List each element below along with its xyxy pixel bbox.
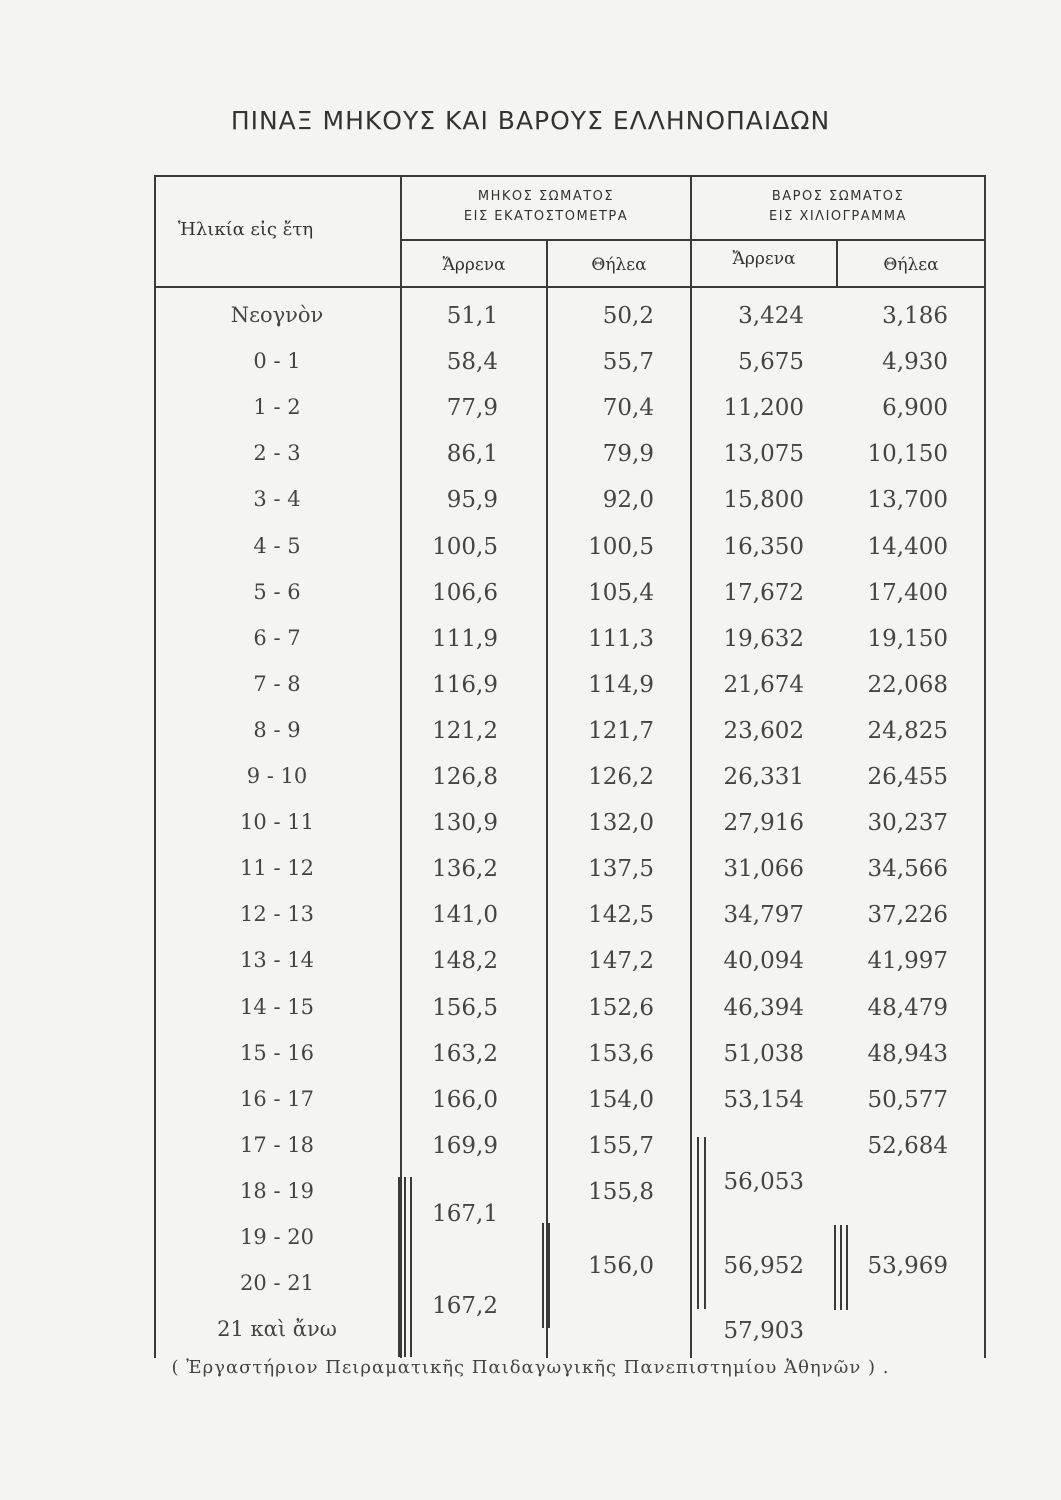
cell-w-f: 4,930 [882, 349, 948, 376]
page-title: ΠΙΝΑΞ ΜΗΚΟΥΣ ΚΑΙ ΒΑΡΟΥΣ ΕΛΛΗΝΟΠΑΙΔΩΝ [230, 106, 831, 135]
cell-len-f: 55,7 [602, 349, 654, 376]
length-female-header: Θήλεα [591, 255, 647, 275]
source-footer: ( Ἐργαστήριον Πειραματικῆς Παιδαγωγικῆς Πανεπιστημίου Ἀθηνῶν ) . [171, 1357, 890, 1378]
cell-len-m: 141,0 [432, 902, 498, 929]
length-male-header: Ἄρρενα [442, 255, 506, 275]
cell-len-f: 121,7 [588, 717, 654, 744]
cell-len-m: 130,9 [432, 810, 498, 837]
grouped-w-m-21-up: 57,903 [723, 1318, 804, 1344]
cell-len-f: 155,7 [588, 1132, 654, 1159]
cell-age: 13 - 14 [240, 948, 314, 973]
length-header-line2: ΕΙΣ ΕΚΑΤΟΣΤΟΜΕΤΡΑ [463, 209, 629, 224]
cell-w-f: 48,943 [867, 1040, 948, 1067]
cell-w-m: 26,331 [723, 764, 804, 790]
cell-len-f: 137,5 [588, 856, 654, 883]
grouped-w-m-17-19: 56,053 [723, 1169, 804, 1195]
cell-len-m: 169,9 [432, 1132, 498, 1159]
cell-len-m: 156,5 [432, 994, 498, 1021]
cell-age: 9 - 10 [246, 764, 308, 788]
bracket-w-f [834, 1225, 848, 1310]
cell-w-m: 17,672 [723, 579, 804, 606]
cell-w-m: 21,674 [723, 671, 804, 698]
cell-age: 0 - 1 [253, 349, 301, 374]
cell-w-f: 14,400 [867, 533, 948, 560]
cell-w-f: 19,150 [867, 625, 948, 652]
cell-w-m: 5,675 [738, 349, 804, 376]
cell-len-f: 147,2 [588, 948, 654, 975]
age-column-header: Ἡλικία εἰς ἔτη [178, 219, 314, 240]
cell-w-f: 30,237 [867, 810, 948, 837]
cell-age: 10 - 11 [240, 810, 314, 835]
cell-w-m: 16,350 [723, 533, 804, 560]
cell-w-m: 3,424 [738, 303, 804, 329]
cell-len-m: 116,9 [432, 671, 498, 698]
grouped-len-m-18-19: 167,1 [432, 1201, 498, 1227]
bracket-len-f [542, 1223, 552, 1328]
cell-w-m: 34,797 [723, 902, 804, 929]
cell-age: 20 - 21 [240, 1271, 314, 1296]
cell-w-f: 13,700 [867, 487, 948, 514]
cell-len-f: 111,3 [588, 625, 654, 652]
length-header-line1: ΜΗΚΟΣ ΣΩΜΑΤΟΣ [477, 189, 615, 204]
cell-len-f: 92,0 [602, 487, 654, 514]
cell-w-f: 17,400 [867, 579, 948, 606]
cell-len-m: 163,2 [432, 1040, 498, 1067]
cell-len-f: 100,5 [588, 533, 654, 560]
cell-len-m: 95,9 [446, 487, 498, 514]
weight-header-line1: ΒΑΡΟΣ ΣΩΜΑΤΟΣ [771, 189, 905, 204]
cell-w-f: 26,455 [867, 764, 948, 790]
cell-age: 7 - 8 [253, 671, 301, 696]
cell-age: 6 - 7 [253, 625, 301, 650]
cell-len-m: 86,1 [446, 441, 498, 468]
data-table [154, 175, 986, 1358]
cell-w-m: 23,602 [723, 717, 804, 744]
cell-age: 2 - 3 [253, 441, 301, 466]
cell-w-f: 41,997 [867, 948, 948, 975]
cell-w-m: 11,200 [723, 395, 804, 422]
cell-len-m: 148,2 [432, 948, 498, 975]
bracket-len-m [398, 1177, 412, 1357]
cell-len-m: 77,9 [446, 395, 498, 422]
cell-w-m: 31,066 [723, 856, 804, 883]
cell-len-m: 58,4 [446, 349, 498, 376]
cell-len-m: 126,8 [432, 764, 498, 790]
table-right-border [984, 175, 986, 1358]
cell-age: 18 - 19 [240, 1178, 314, 1203]
cell-len-f: 79,9 [602, 441, 654, 468]
cell-age: 5 - 6 [253, 579, 301, 604]
cell-len-m: 51,1 [446, 303, 498, 329]
cell-w-f: 24,825 [867, 717, 948, 744]
cell-age: 16 - 17 [240, 1086, 314, 1111]
grouped-w-f-18-21: 53,969 [867, 1253, 948, 1279]
cell-len-m: 100,5 [432, 533, 498, 560]
cell-len-f: 154,0 [588, 1086, 654, 1113]
cell-len-f: 70,4 [602, 395, 654, 422]
weight-header-line2: ΕΙΣ ΧΙΛΙΟΓΡΑΜΜΑ [769, 209, 907, 224]
weight-male-header: Ἄρρενα [732, 249, 796, 269]
cell-w-m: 19,632 [723, 625, 804, 652]
cell-w-f: 34,566 [867, 856, 948, 883]
cell-len-m: 136,2 [432, 856, 498, 883]
cell-age: 15 - 16 [240, 1040, 314, 1065]
cell-len-m: 166,0 [432, 1086, 498, 1113]
cell-w-m: 15,800 [723, 487, 804, 514]
cell-len-f: 50,2 [602, 303, 654, 329]
cell-w-m: 46,394 [723, 994, 804, 1021]
cell-len-f: 152,6 [588, 994, 654, 1021]
cell-w-m: 51,038 [723, 1040, 804, 1067]
cell-age: 3 - 4 [253, 487, 301, 512]
grouped-len-f-19-21: 156,0 [588, 1253, 654, 1279]
cell-age: 19 - 20 [240, 1225, 314, 1249]
cell-age: 12 - 13 [240, 902, 314, 927]
cell-w-m: 13,075 [723, 441, 804, 468]
cell-w-f: 10,150 [867, 441, 948, 468]
cell-w-f: 37,226 [867, 902, 948, 929]
cell-w-f: 48,479 [867, 994, 948, 1021]
cell-age: 1 - 2 [253, 395, 301, 420]
grouped-w-m-19-21: 56,952 [723, 1253, 804, 1279]
cell-age: Νεογνὸν [230, 303, 324, 327]
cell-w-f: 22,068 [867, 671, 948, 698]
cell-age: 21 καὶ ἄνω [217, 1317, 337, 1342]
cell-age: 11 - 12 [240, 856, 314, 881]
cell-len-m: 121,2 [432, 717, 498, 744]
table-top-border [154, 175, 986, 177]
cell-w-m: 53,154 [723, 1086, 804, 1113]
cell-len-m: 111,9 [432, 625, 498, 652]
cell-age: 8 - 9 [253, 717, 301, 742]
cell-age: 17 - 18 [240, 1132, 314, 1157]
cell-len-m: 106,6 [432, 579, 498, 606]
cell-len-f: 114,9 [588, 671, 654, 698]
cell-w-f: 50,577 [867, 1086, 948, 1113]
bracket-w-m [690, 1137, 706, 1309]
cell-age: 14 - 15 [240, 994, 314, 1019]
cell-w-m: 40,094 [723, 948, 804, 975]
cell-len-f: 155,8 [588, 1178, 654, 1205]
grouped-len-m-20-21: 167,2 [432, 1293, 498, 1319]
cell-len-f: 153,6 [588, 1040, 654, 1067]
cell-w-m: 27,916 [723, 810, 804, 837]
cell-w-f: 3,186 [882, 303, 948, 329]
cell-len-f: 105,4 [588, 579, 654, 606]
weight-female-header: Θήλεα [883, 255, 939, 275]
cell-len-f: 126,2 [588, 764, 654, 790]
cell-age: 4 - 5 [253, 533, 301, 558]
cell-len-f: 142,5 [588, 902, 654, 929]
subheader-divider [401, 239, 986, 241]
cell-len-f: 132,0 [588, 810, 654, 837]
header-bottom-border [154, 286, 986, 288]
cell-w-f: 52,684 [867, 1132, 948, 1159]
cell-w-f: 6,900 [882, 395, 948, 422]
